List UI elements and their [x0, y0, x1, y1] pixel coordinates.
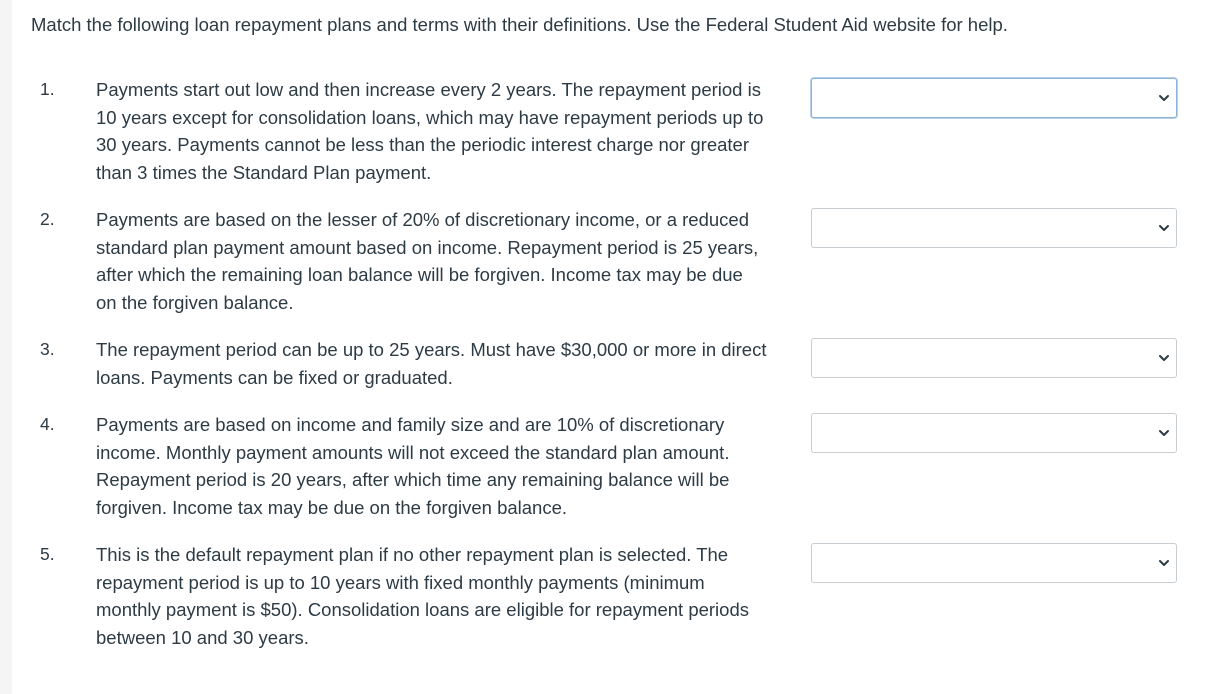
answer-select[interactable] [811, 208, 1177, 248]
question-number: 3. [40, 339, 55, 359]
chevron-down-icon [1158, 222, 1170, 234]
answer-select[interactable] [811, 338, 1177, 378]
answer-select[interactable] [811, 543, 1177, 583]
chevron-down-icon [1158, 427, 1170, 439]
question-number: 4. [40, 414, 55, 434]
answer-select[interactable] [811, 78, 1177, 118]
question-number: 5. [40, 544, 55, 564]
left-gutter [0, 0, 12, 694]
question-definition: Payments are based on the lesser of 20% of discretionary income, or a reduced standard plan payment amount based on income. Repayment period is 25 years, after which the remaining loan balance will be forgiven. Income tax may be due on the forgiven balance. [96, 209, 759, 313]
answer-select[interactable] [811, 413, 1177, 453]
chevron-down-icon [1158, 557, 1170, 569]
question-definition: Payments are based on income and family size and are 10% of discretionary income. Monthly payment amounts will not exceed the standard plan amount. Repayment period is 20 years, after which time any remaining balance will be forgiven. Income tax may be due on the forgiven balance. [96, 414, 730, 518]
chevron-down-icon [1158, 92, 1170, 104]
question-number: 1. [40, 79, 55, 99]
chevron-down-icon [1158, 352, 1170, 364]
question-number: 2. [40, 209, 55, 229]
question-instructions: Match the following loan repayment plans and terms with their definitions. Use the Federal Student Aid website for help. [31, 14, 1008, 35]
question-definition: The repayment period can be up to 25 years. Must have $30,000 or more in direct loans. Payments can be fixed or graduated. [96, 339, 767, 388]
question-definition: This is the default repayment plan if no other repayment plan is selected. The repayment period is up to 10 years with fixed monthly payments (minimum monthly payment is $50). Consolidation loans are eligible for repayment periods between 10 and 30 years. [96, 544, 749, 648]
question-definition: Payments start out low and then increase every 2 years. The repayment period is 10 years except for consolidation loans, which may have repayment periods up to 30 years. Payments cannot be less than the periodic interest charge nor greater than 3 times the Standard Plan payment. [96, 79, 764, 183]
